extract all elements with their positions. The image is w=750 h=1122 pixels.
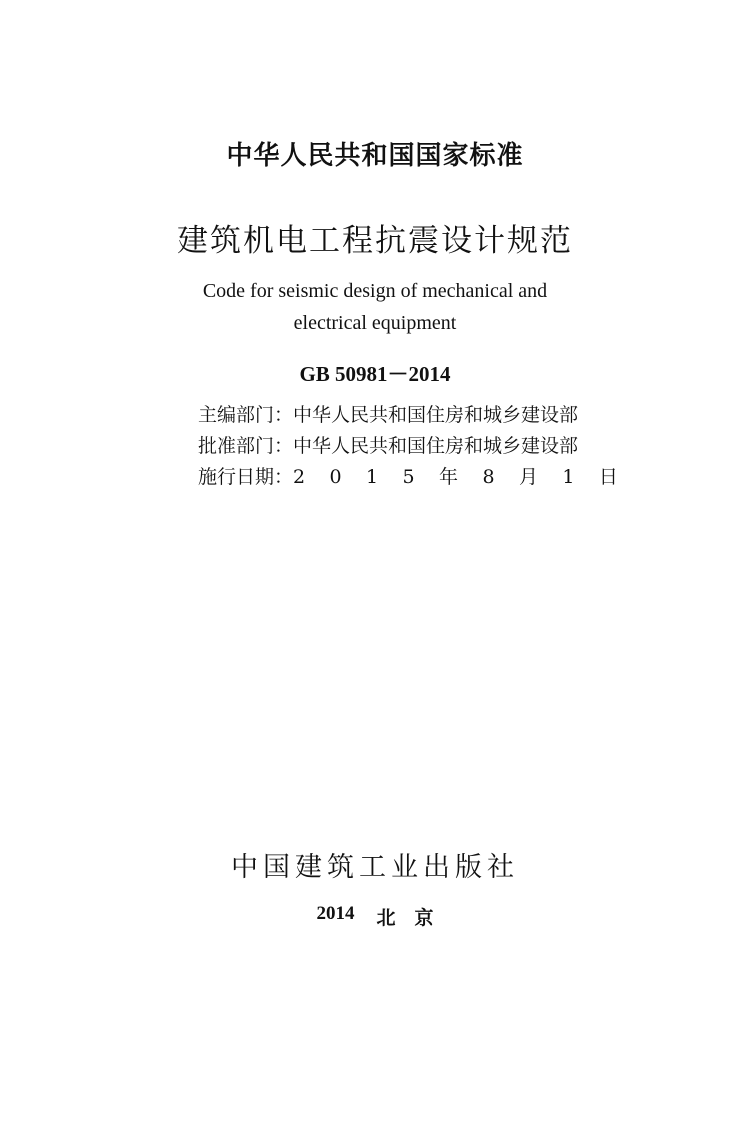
date-part: 8: [482, 466, 495, 488]
effective-date-label: 施行日期: [198, 466, 275, 488]
chief-editor-value: 中华人民共和国住房和城乡建设部: [293, 404, 579, 426]
publisher-name: 中国建筑工业出版社: [231, 852, 519, 883]
effective-date-separator: ：: [274, 466, 294, 488]
approval-value: 中华人民共和国住房和城乡建设部: [293, 435, 579, 457]
date-part: 日: [598, 466, 618, 488]
date-part: 月: [518, 466, 538, 488]
national-standard-heading: 中华人民共和国国家标准: [226, 141, 524, 171]
date-part: 2: [293, 466, 306, 488]
effective-date-row: [198, 462, 618, 493]
document-title-en-line2: electrical equipment: [293, 312, 457, 334]
effective-date-value: [293, 462, 618, 493]
date-part: 0: [329, 466, 342, 488]
date-part: 1: [366, 466, 379, 488]
approval-separator: ：: [274, 435, 294, 457]
publication-city: 北 京: [376, 907, 434, 929]
publication-year: 2014: [316, 903, 355, 924]
date-part: 5: [402, 466, 415, 488]
approval-label: 批准部门: [198, 435, 275, 457]
date-part: 年: [439, 466, 459, 488]
document-title-en-line1: Code for seismic design of mechanical and: [202, 280, 548, 302]
chief-editor-separator: ：: [274, 404, 294, 426]
document-title-cn: 建筑机电工程抗震设计规范: [177, 223, 573, 259]
standard-code: GB 50981－2014: [299, 362, 451, 386]
chief-editor-row: [198, 400, 618, 431]
date-part: 1: [562, 466, 575, 488]
chief-editor-label: 主编部门: [198, 404, 275, 426]
publication-place-year: [0, 903, 750, 930]
approval-row: [198, 431, 618, 462]
info-block: [198, 400, 618, 493]
